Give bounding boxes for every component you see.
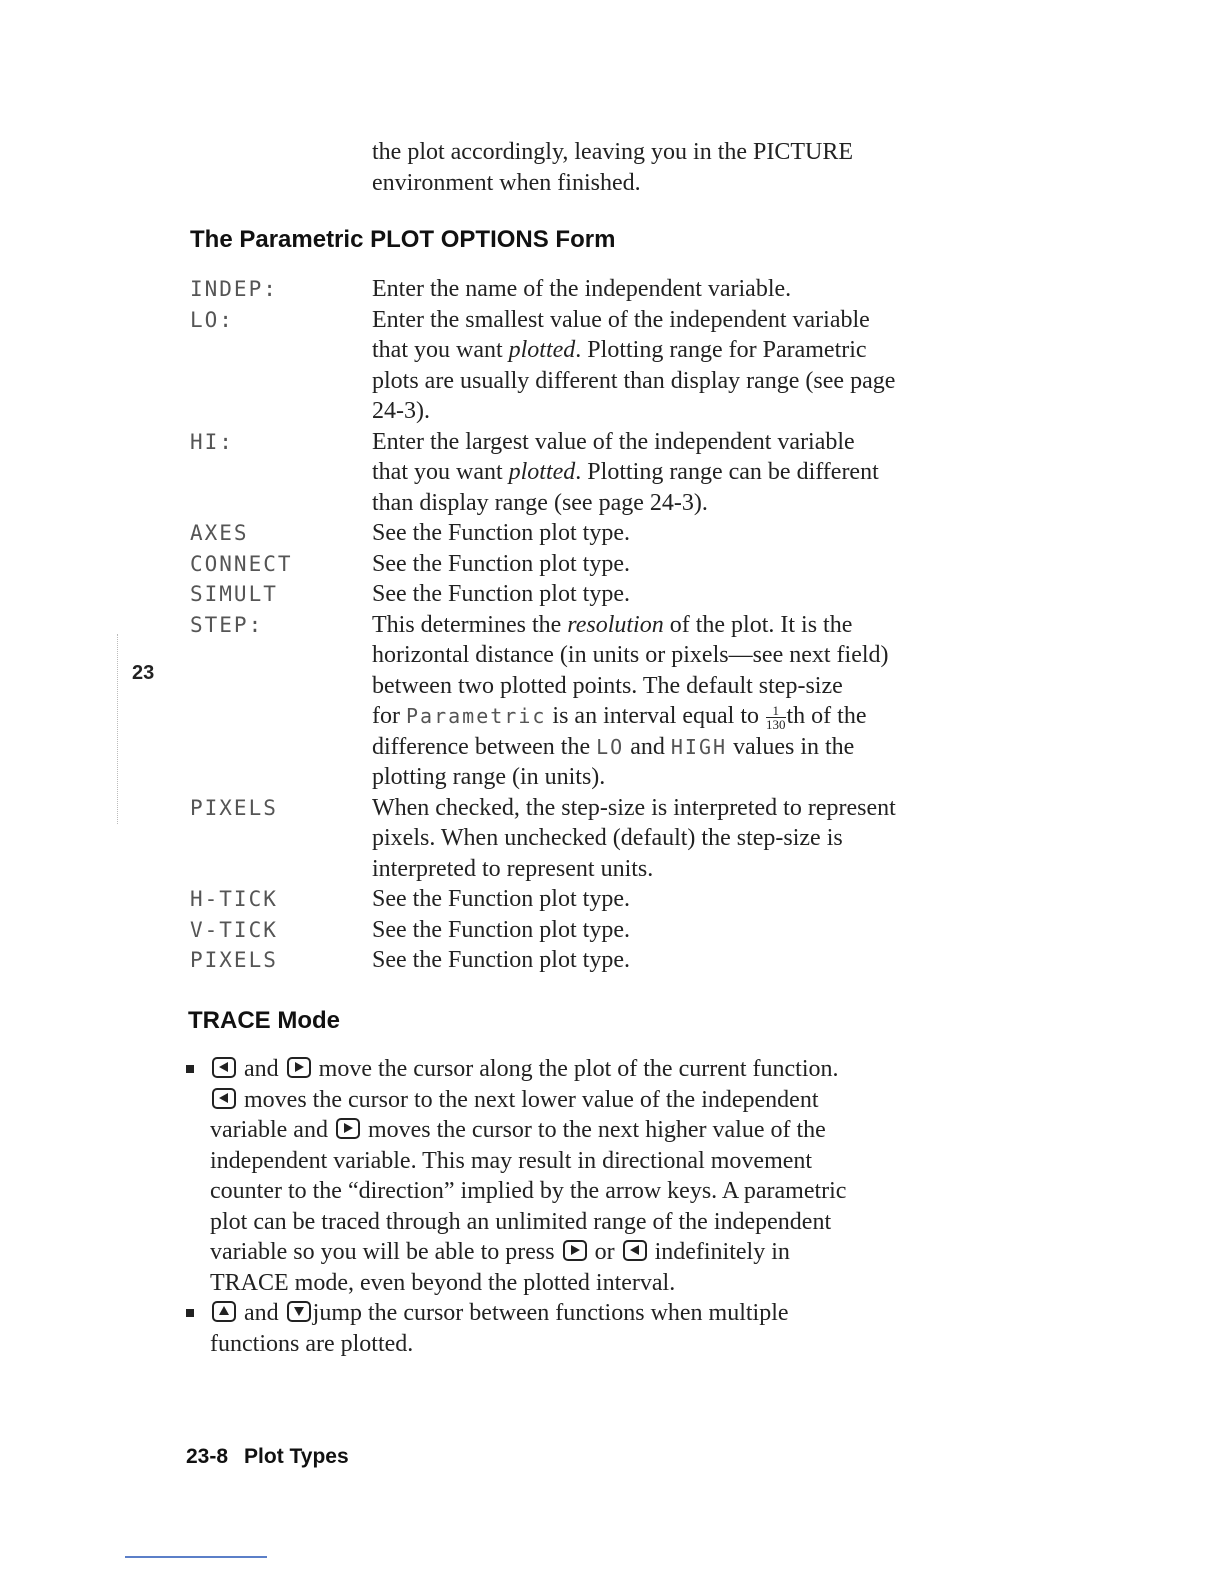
option-row — [190, 518, 990, 549]
desc-line: between two plotted points. The default step-size — [372, 672, 843, 699]
trace-text: moves the cursor to the next lower value of the independent — [244, 1086, 819, 1113]
intro-paragraph — [372, 137, 972, 198]
trace-text: variable and — [210, 1117, 328, 1143]
desc-line — [372, 335, 982, 366]
option-row — [190, 427, 990, 519]
trace-text: move the cursor along the plot of the current function. — [318, 1056, 839, 1082]
desc-emphasis: plotted — [508, 337, 576, 363]
option-row — [190, 610, 990, 793]
option-row — [190, 915, 990, 946]
desc-line: than display range (see page 24-3). — [372, 489, 708, 516]
trace-line — [210, 1298, 976, 1329]
fraction-denominator: 130 — [766, 716, 786, 732]
trace-line — [210, 1115, 976, 1146]
trace-line: counter to the “direction” implied by the arrow keys. A parametric — [210, 1178, 847, 1204]
desc-line: horizontal distance (in units or pixels—see next field) — [372, 642, 889, 668]
desc-text: and — [624, 733, 671, 760]
desc-text: This determines the — [372, 611, 568, 638]
left-arrow-key-icon — [623, 1240, 647, 1261]
trace-line: independent variable. This may result in directional movement — [210, 1147, 813, 1174]
desc-line — [372, 732, 982, 763]
option-label: HI: — [190, 429, 234, 454]
option-desc: Enter the name of the independent variable. — [372, 276, 792, 302]
desc-text: . Plotting range can be different — [575, 459, 879, 485]
desc-mono: HIGH — [670, 734, 728, 759]
desc-text: that you want — [372, 459, 509, 485]
fraction — [766, 704, 786, 731]
desc-line: plotting range (in units). — [372, 764, 606, 790]
fraction-numerator: 1 — [766, 704, 786, 718]
desc-line: pixels. When unchecked (default) the step-size is — [372, 825, 843, 851]
option-label: PIXELS — [190, 795, 278, 820]
up-arrow-key-icon — [212, 1301, 236, 1322]
option-desc: See the Function plot type. — [372, 947, 630, 973]
option-label: AXES — [190, 521, 249, 545]
trace-line: plot can be traced through an unlimited range of the independent — [210, 1208, 832, 1235]
option-label: PIXELS — [190, 948, 278, 972]
option-row — [190, 945, 990, 976]
desc-text: for — [372, 703, 406, 729]
option-desc: See the Function plot type. — [372, 550, 630, 577]
trace-line: functions are plotted. — [210, 1330, 414, 1357]
desc-mono: Parametric — [405, 704, 547, 728]
trace-text: moves the cursor to the next higher value of the — [367, 1117, 826, 1143]
option-row — [190, 305, 990, 427]
desc-text: values in the — [727, 733, 855, 760]
desc-line: Enter the smallest value of the independent variable — [372, 306, 870, 333]
footer-rule — [125, 1556, 267, 1558]
left-arrow-key-icon — [212, 1088, 236, 1109]
bullet-icon — [186, 1065, 194, 1073]
left-arrow-key-icon — [212, 1057, 236, 1078]
trace-line: TRACE mode, even beyond the plotted interval. — [210, 1269, 676, 1296]
trace-list — [186, 1054, 976, 1359]
option-desc — [372, 305, 982, 427]
option-row — [190, 884, 990, 915]
trace-bullet — [186, 1298, 976, 1359]
option-desc: See the Function plot type. — [372, 520, 630, 546]
intro-line: the plot accordingly, leaving you in the PICTURE — [372, 139, 854, 165]
option-row — [190, 793, 990, 885]
option-label: H-TICK — [190, 887, 278, 911]
right-arrow-key-icon — [336, 1118, 360, 1139]
option-desc: See the Function plot type. — [372, 886, 630, 912]
option-row — [190, 274, 990, 305]
desc-text: . Plotting range for Parametric — [575, 337, 867, 363]
desc-line — [372, 457, 982, 488]
options-list — [190, 274, 990, 976]
trace-text: variable so you will be able to press — [210, 1239, 555, 1265]
intro-line: environment when finished. — [372, 169, 641, 196]
desc-line: 24-3). — [372, 398, 430, 424]
right-arrow-key-icon — [563, 1240, 587, 1261]
desc-line: plots are usually different than display range (see page — [372, 367, 896, 394]
desc-emphasis: resolution — [567, 611, 664, 638]
option-desc — [372, 793, 982, 885]
chapter-tab-guide — [117, 634, 118, 824]
trace-text: indefinitely in — [654, 1239, 790, 1265]
desc-line — [372, 610, 982, 641]
trace-line — [210, 1054, 976, 1085]
trace-text: and — [244, 1056, 279, 1082]
section-heading: The Parametric PLOT OPTIONS Form — [190, 226, 616, 253]
down-arrow-key-icon — [287, 1301, 311, 1322]
option-label: INDEP: — [190, 277, 278, 301]
trace-text: and — [244, 1300, 279, 1326]
desc-mono: LO — [596, 734, 625, 759]
trace-line — [210, 1085, 976, 1116]
page-footer — [186, 1445, 349, 1469]
desc-line: Enter the largest value of the independent variable — [372, 428, 855, 455]
chapter-title: Plot Types — [244, 1445, 349, 1468]
option-desc — [372, 427, 982, 519]
desc-text: of the plot. It is the — [663, 611, 853, 638]
chapter-tab: 23 — [132, 662, 155, 684]
desc-emphasis: plotted — [508, 459, 576, 485]
trace-bullet — [186, 1054, 976, 1298]
desc-text: difference between the — [372, 733, 597, 760]
trace-heading: TRACE Mode — [188, 1007, 340, 1034]
desc-text: th of the — [786, 703, 867, 729]
trace-text: jump the cursor between functions when multiple — [312, 1300, 789, 1326]
desc-line: When checked, the step-size is interpreted to represent — [372, 794, 896, 821]
trace-line — [210, 1237, 976, 1268]
desc-text: that you want — [372, 337, 509, 363]
trace-text: or — [594, 1239, 615, 1265]
right-arrow-key-icon — [287, 1057, 311, 1078]
option-desc — [372, 610, 982, 793]
option-label: SIMULT — [190, 582, 278, 606]
page-number: 23-8 — [186, 1445, 229, 1468]
option-desc: See the Function plot type. — [372, 916, 630, 943]
option-label: V-TICK — [190, 917, 278, 942]
desc-line — [372, 701, 982, 732]
option-label: CONNECT — [190, 551, 293, 576]
option-row — [190, 549, 990, 580]
option-desc: See the Function plot type. — [372, 581, 630, 607]
option-label: LO: — [190, 307, 234, 332]
option-row — [190, 579, 990, 610]
bullet-icon — [186, 1309, 194, 1317]
option-label: STEP: — [190, 612, 264, 637]
desc-text: is an interval equal to — [546, 703, 766, 729]
desc-line: interpreted to represent units. — [372, 855, 654, 882]
